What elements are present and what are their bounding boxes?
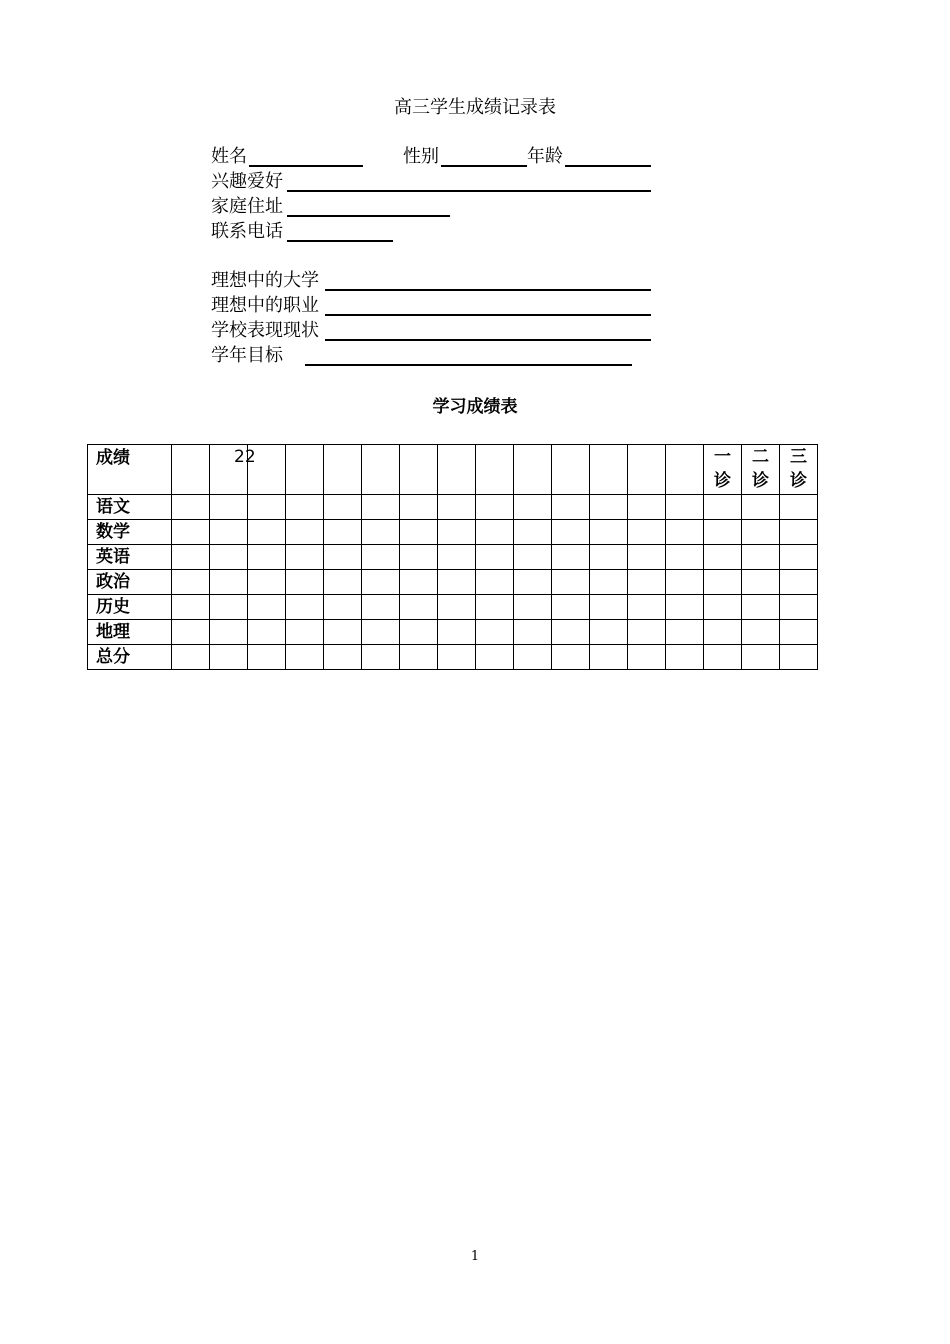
score-cell[interactable] xyxy=(324,570,362,595)
header-cell[interactable] xyxy=(628,445,666,495)
score-cell[interactable] xyxy=(666,645,704,670)
score-cell[interactable] xyxy=(552,645,590,670)
score-cell[interactable] xyxy=(590,645,628,670)
score-cell[interactable] xyxy=(628,545,666,570)
score-cell[interactable] xyxy=(438,570,476,595)
score-cell[interactable] xyxy=(324,545,362,570)
score-cell[interactable] xyxy=(666,620,704,645)
score-cell[interactable] xyxy=(324,495,362,520)
score-cell[interactable] xyxy=(286,595,324,620)
score-cell[interactable] xyxy=(362,520,400,545)
exam-column-header xyxy=(742,445,780,495)
score-cell[interactable] xyxy=(704,595,742,620)
score-cell[interactable] xyxy=(172,495,210,520)
score-cell[interactable] xyxy=(476,620,514,645)
score-cell[interactable] xyxy=(514,545,552,570)
score-cell[interactable] xyxy=(438,595,476,620)
form-row-address xyxy=(211,195,656,219)
header-cell[interactable]: 22 xyxy=(210,445,248,495)
score-cell[interactable] xyxy=(552,620,590,645)
table-row xyxy=(88,595,818,620)
score-cell[interactable] xyxy=(248,520,286,545)
score-cell[interactable] xyxy=(476,645,514,670)
form-row-school-status xyxy=(211,319,656,343)
header-cell[interactable] xyxy=(172,445,210,495)
score-cell[interactable] xyxy=(248,645,286,670)
form-row-ideal-career xyxy=(211,294,656,318)
score-cell[interactable] xyxy=(514,570,552,595)
gender-label: 性别 xyxy=(403,146,439,167)
score-cell[interactable] xyxy=(514,645,552,670)
exam-label-line2: 诊 xyxy=(714,471,731,491)
score-cell[interactable] xyxy=(286,495,324,520)
header-cell[interactable] xyxy=(438,445,476,495)
score-cell[interactable] xyxy=(400,520,438,545)
score-cell[interactable] xyxy=(438,620,476,645)
year-goal-field[interactable] xyxy=(305,364,632,366)
table-row xyxy=(88,645,818,670)
score-cell[interactable] xyxy=(552,545,590,570)
score-cell[interactable] xyxy=(172,620,210,645)
table-row xyxy=(88,520,818,545)
score-cell[interactable] xyxy=(476,595,514,620)
score-cell[interactable] xyxy=(780,520,818,545)
age-field[interactable] xyxy=(565,165,651,167)
score-cell[interactable] xyxy=(400,545,438,570)
score-cell[interactable] xyxy=(742,645,780,670)
form-row-ideal-university xyxy=(211,269,656,293)
phone-field[interactable] xyxy=(287,240,393,242)
score-cell[interactable] xyxy=(210,645,248,670)
page-title: 高三学生成绩记录表 xyxy=(394,97,556,118)
page-number: 1 xyxy=(470,1249,480,1264)
score-cell[interactable] xyxy=(742,570,780,595)
name-field[interactable] xyxy=(249,165,363,167)
score-cell[interactable] xyxy=(628,495,666,520)
exam-label-line2: 诊 xyxy=(752,471,769,491)
score-cell[interactable] xyxy=(628,570,666,595)
score-cell[interactable] xyxy=(628,620,666,645)
score-cell[interactable] xyxy=(590,595,628,620)
score-cell[interactable] xyxy=(172,520,210,545)
header-cell[interactable] xyxy=(400,445,438,495)
score-cell[interactable] xyxy=(400,645,438,670)
score-cell[interactable] xyxy=(362,570,400,595)
score-cell[interactable] xyxy=(780,645,818,670)
score-cell[interactable] xyxy=(742,495,780,520)
score-cell[interactable] xyxy=(476,520,514,545)
score-cell[interactable] xyxy=(742,595,780,620)
score-cell[interactable] xyxy=(362,545,400,570)
score-cell[interactable] xyxy=(362,645,400,670)
subject-label: 数学 xyxy=(88,520,172,545)
score-cell[interactable] xyxy=(248,545,286,570)
table-row xyxy=(88,620,818,645)
score-cell[interactable] xyxy=(780,570,818,595)
score-cell[interactable] xyxy=(438,545,476,570)
score-cell[interactable] xyxy=(248,620,286,645)
score-cell[interactable] xyxy=(286,620,324,645)
score-cell[interactable] xyxy=(590,520,628,545)
score-cell[interactable] xyxy=(476,495,514,520)
score-cell[interactable] xyxy=(172,595,210,620)
form-row-phone xyxy=(211,220,656,244)
score-cell[interactable] xyxy=(666,595,704,620)
header-cell[interactable] xyxy=(666,445,704,495)
score-cell[interactable] xyxy=(210,595,248,620)
score-cell[interactable] xyxy=(400,495,438,520)
score-cell[interactable] xyxy=(210,495,248,520)
year-goal-label: 学年目标 xyxy=(211,345,283,366)
score-cell[interactable] xyxy=(514,495,552,520)
ideal-career-label: 理想中的职业 xyxy=(211,295,319,316)
score-cell[interactable] xyxy=(286,545,324,570)
ideal-university-label: 理想中的大学 xyxy=(211,270,319,291)
phone-label: 联系电话 xyxy=(211,221,283,242)
score-cell[interactable] xyxy=(628,645,666,670)
exam-label-line1: 二 xyxy=(752,447,769,467)
address-field[interactable] xyxy=(287,215,450,217)
subject-label: 总分 xyxy=(88,645,172,670)
score-cell[interactable] xyxy=(590,545,628,570)
score-cell[interactable] xyxy=(590,620,628,645)
form-row-year-goal xyxy=(211,344,656,368)
score-cell[interactable] xyxy=(400,570,438,595)
score-cell[interactable] xyxy=(742,545,780,570)
score-cell[interactable] xyxy=(780,545,818,570)
exam-label-line2: 诊 xyxy=(790,471,807,491)
score-cell[interactable] xyxy=(172,545,210,570)
table-header-row xyxy=(88,445,818,495)
score-cell[interactable] xyxy=(704,545,742,570)
score-cell[interactable] xyxy=(590,570,628,595)
score-cell[interactable] xyxy=(172,570,210,595)
table-row xyxy=(88,570,818,595)
score-cell[interactable] xyxy=(210,545,248,570)
score-cell[interactable] xyxy=(286,570,324,595)
score-cell[interactable] xyxy=(552,595,590,620)
score-cell[interactable] xyxy=(476,545,514,570)
score-cell[interactable] xyxy=(666,545,704,570)
score-cell[interactable] xyxy=(210,620,248,645)
address-label: 家庭住址 xyxy=(211,196,283,217)
score-cell[interactable] xyxy=(248,595,286,620)
score-cell[interactable] xyxy=(590,495,628,520)
exam-label-line1: 一 xyxy=(714,447,731,467)
score-cell[interactable] xyxy=(552,495,590,520)
hobby-label: 兴趣爱好 xyxy=(211,171,283,192)
score-cell[interactable] xyxy=(780,595,818,620)
score-cell[interactable] xyxy=(324,595,362,620)
form-row-basic xyxy=(211,145,656,169)
score-cell[interactable] xyxy=(742,620,780,645)
subject-label: 地理 xyxy=(88,620,172,645)
score-cell[interactable] xyxy=(552,570,590,595)
score-cell[interactable] xyxy=(324,645,362,670)
score-cell[interactable] xyxy=(704,495,742,520)
subject-label: 英语 xyxy=(88,545,172,570)
table-row xyxy=(88,495,818,520)
score-cell[interactable] xyxy=(704,570,742,595)
score-cell[interactable] xyxy=(666,520,704,545)
header-cell[interactable] xyxy=(590,445,628,495)
ideal-career-field[interactable] xyxy=(325,314,651,316)
score-cell[interactable] xyxy=(324,620,362,645)
exam-label-line1: 三 xyxy=(790,447,807,467)
score-cell[interactable] xyxy=(438,495,476,520)
header-cell[interactable] xyxy=(476,445,514,495)
age-label: 年龄 xyxy=(527,146,563,167)
score-cell[interactable] xyxy=(476,570,514,595)
score-cell[interactable] xyxy=(324,520,362,545)
score-cell[interactable] xyxy=(704,645,742,670)
gender-field[interactable] xyxy=(441,165,527,167)
score-cell[interactable] xyxy=(704,520,742,545)
subject-label: 语文 xyxy=(88,495,172,520)
table-row xyxy=(88,545,818,570)
school-status-field[interactable] xyxy=(325,339,651,341)
score-cell[interactable] xyxy=(742,520,780,545)
score-cell[interactable] xyxy=(362,595,400,620)
score-cell[interactable] xyxy=(514,595,552,620)
header-cell[interactable] xyxy=(248,445,286,495)
score-cell[interactable] xyxy=(704,620,742,645)
score-cell[interactable] xyxy=(514,520,552,545)
score-cell[interactable] xyxy=(248,570,286,595)
header-cell[interactable] xyxy=(552,445,590,495)
score-cell[interactable] xyxy=(666,570,704,595)
subject-label: 政治 xyxy=(88,570,172,595)
score-cell[interactable] xyxy=(248,495,286,520)
header-cell[interactable] xyxy=(514,445,552,495)
table-title: 学习成绩表 xyxy=(432,397,518,417)
hobby-field[interactable] xyxy=(287,190,651,192)
score-cell[interactable] xyxy=(172,645,210,670)
subject-label: 历史 xyxy=(88,595,172,620)
score-cell[interactable] xyxy=(780,495,818,520)
score-cell[interactable] xyxy=(628,595,666,620)
score-cell[interactable] xyxy=(286,645,324,670)
score-cell[interactable] xyxy=(362,620,400,645)
score-cell[interactable] xyxy=(438,520,476,545)
score-cell[interactable] xyxy=(400,595,438,620)
name-label: 姓名 xyxy=(211,146,247,167)
header-cell[interactable] xyxy=(286,445,324,495)
score-cell[interactable] xyxy=(552,520,590,545)
exam-column-header xyxy=(780,445,818,495)
score-cell[interactable] xyxy=(666,495,704,520)
exam-column-header xyxy=(704,445,742,495)
header-cell[interactable] xyxy=(324,445,362,495)
score-cell[interactable] xyxy=(628,520,666,545)
scores-table xyxy=(87,444,818,670)
form-row-hobby xyxy=(211,170,656,194)
ideal-university-field[interactable] xyxy=(325,289,651,291)
score-cell[interactable] xyxy=(362,495,400,520)
score-cell[interactable] xyxy=(286,520,324,545)
score-cell[interactable] xyxy=(438,645,476,670)
header-label: 成绩 xyxy=(88,445,172,495)
score-cell[interactable] xyxy=(514,620,552,645)
score-cell[interactable] xyxy=(400,620,438,645)
header-cell[interactable] xyxy=(362,445,400,495)
score-cell[interactable] xyxy=(210,520,248,545)
school-status-label: 学校表现现状 xyxy=(211,320,319,341)
score-cell[interactable] xyxy=(780,620,818,645)
score-cell[interactable] xyxy=(210,570,248,595)
